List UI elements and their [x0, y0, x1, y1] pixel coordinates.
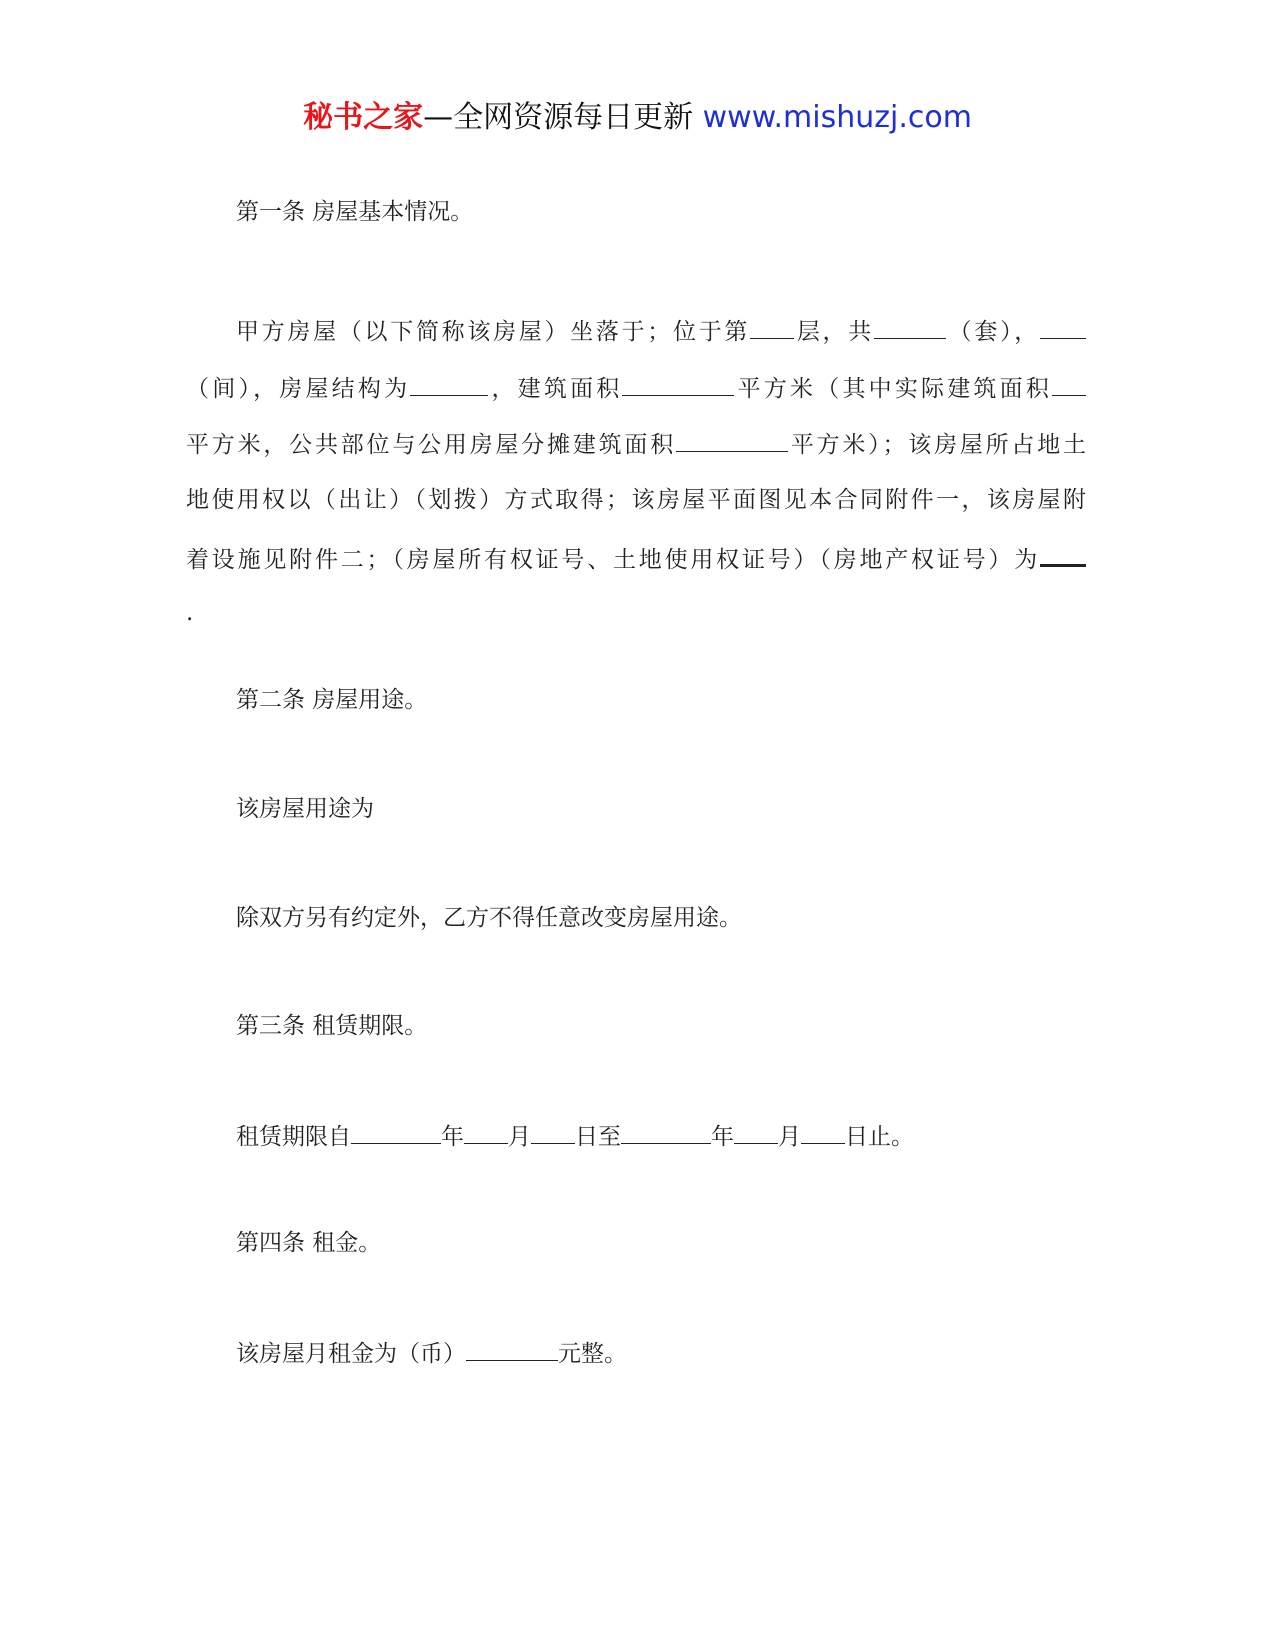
units-blank[interactable]	[874, 316, 946, 339]
end-month-blank[interactable]	[734, 1121, 778, 1144]
monthly-rent-line: 该房屋月租金为（币） 元整。	[236, 1338, 627, 1368]
article-1-line-5: 着设施见附件二；（房屋所有权证号、土地使用权证号）（房地产权证号）为	[186, 542, 1086, 599]
article-4-title: 第四条 租金。	[236, 1230, 382, 1256]
usage-restriction-line: 除双方另有约定外，乙方不得任意改变房屋用途。	[236, 905, 742, 931]
article-1-line-6: .	[186, 599, 194, 626]
end-year-blank[interactable]	[621, 1121, 711, 1144]
house-usage-line: 该房屋用途为	[236, 796, 374, 822]
end-day-blank[interactable]	[801, 1121, 845, 1144]
article-1-line-2: （间），房屋结构为 ，建筑面积 平方米（其中实际建筑面积	[186, 373, 1086, 430]
structure-blank[interactable]	[410, 373, 488, 396]
start-day-blank[interactable]	[531, 1121, 575, 1144]
article-2-title: 第二条 房屋用途。	[236, 687, 428, 713]
site-url-link[interactable]: www.mishuzj.com	[702, 100, 972, 135]
article-1-line-3: 平方米，公共部位与公用房屋分摊建筑面积 平方米）；该房屋所占地土	[186, 429, 1086, 486]
start-year-blank[interactable]	[351, 1121, 441, 1144]
brand-name: 秘书之家	[303, 100, 424, 135]
actual-area-blank[interactable]	[1052, 373, 1086, 396]
article-1-line-1: 甲方房屋（以下简称该房屋）坐落于；位于第 层，共 （套），	[186, 316, 1086, 373]
lease-term-line: 租赁期限自 年 月 日至 年 月 日止。	[236, 1121, 914, 1151]
article-1-title: 第一条 房屋基本情况。	[236, 199, 474, 225]
article-1-body	[186, 316, 1086, 655]
start-month-blank[interactable]	[464, 1121, 508, 1144]
article-3-title: 第三条 租赁期限。	[236, 1013, 428, 1039]
article-1-line-4: 地使用权以（出让）（划拨）方式取得；该房屋平面图见本合同附件一，该房屋附	[186, 486, 1086, 513]
floor-area-blank[interactable]	[622, 373, 734, 396]
header-slogan: —全网资源每日更新	[423, 100, 694, 135]
site-header	[0, 98, 1275, 138]
rent-amount-blank[interactable]	[466, 1338, 558, 1361]
rooms-blank[interactable]	[1040, 316, 1086, 339]
floor-blank[interactable]	[750, 316, 794, 339]
certificate-number-blank[interactable]	[1040, 542, 1086, 567]
shared-area-blank[interactable]	[676, 429, 788, 452]
